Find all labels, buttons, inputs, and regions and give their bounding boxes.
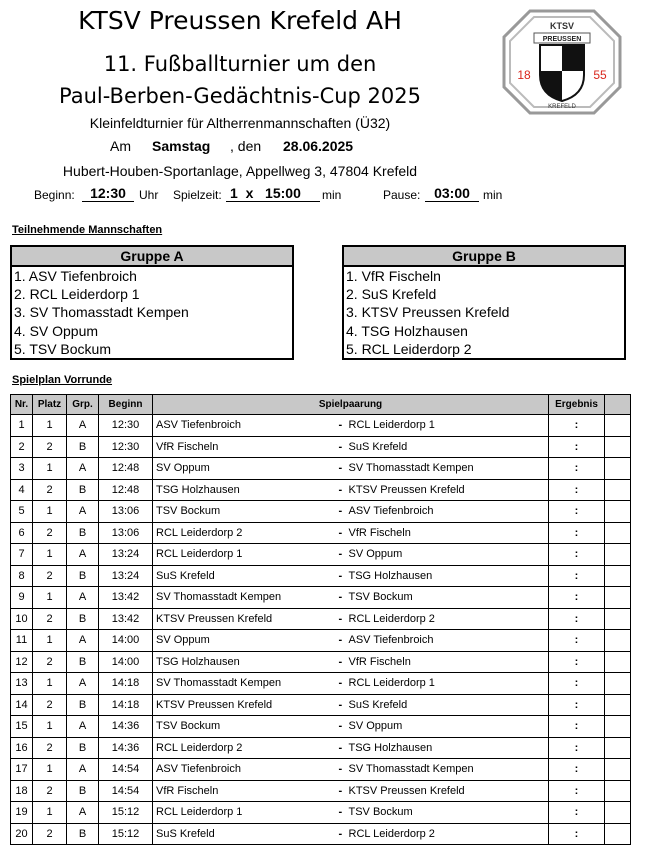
teams-heading: Teilnehmende Mannschaften (12, 224, 163, 236)
cell-away-team (339, 630, 549, 652)
pairing-separator: - (338, 784, 343, 797)
pairing-separator: - (338, 462, 343, 475)
away-team-name: ASV Tiefenbroich (348, 634, 434, 647)
cell-beginn: 14:00 (99, 630, 153, 652)
cell-nr: 19 (11, 802, 33, 824)
cell-result: : (549, 673, 605, 695)
cell-result: : (549, 737, 605, 759)
cell-home-team: SuS Krefeld (153, 823, 339, 845)
cell-platz: 1 (33, 716, 67, 738)
cell-result: : (549, 587, 605, 609)
cell-grp: A (67, 458, 99, 480)
cell-platz: 2 (33, 608, 67, 630)
cell-home-team: SV Thomasstadt Kempen (153, 587, 339, 609)
table-row (11, 630, 631, 652)
cell-away-team (339, 415, 549, 437)
cell-home-team: RCL Leiderdorp 1 (153, 802, 339, 824)
cell-extra (605, 415, 631, 437)
col-platz: Platz (33, 395, 67, 415)
cell-result: : (549, 608, 605, 630)
cell-home-team: ASV Tiefenbroich (153, 759, 339, 781)
table-row (11, 565, 631, 587)
group-b-team: 5. RCL Leiderdorp 2 (346, 340, 472, 357)
cell-grp: B (67, 651, 99, 673)
playtime-count: 1 (230, 185, 238, 201)
cell-platz: 1 (33, 587, 67, 609)
cell-nr: 1 (11, 415, 33, 437)
cell-platz: 1 (33, 544, 67, 566)
away-team-name: ASV Tiefenbroich (348, 505, 434, 518)
cell-grp: A (67, 587, 99, 609)
cell-result: : (549, 780, 605, 802)
cell-beginn: 14:36 (99, 737, 153, 759)
cell-grp: B (67, 780, 99, 802)
pairing-separator: - (338, 612, 343, 625)
cell-extra (605, 759, 631, 781)
cell-grp: B (67, 608, 99, 630)
cell-nr: 15 (11, 716, 33, 738)
table-row (11, 544, 631, 566)
cell-beginn: 13:24 (99, 544, 153, 566)
pairing-separator: - (338, 763, 343, 776)
cell-home-team: TSG Holzhausen (153, 479, 339, 501)
col-grp: Grp. (67, 395, 99, 415)
cell-home-team: SV Oppum (153, 458, 339, 480)
cell-grp: B (67, 479, 99, 501)
pairing-separator: - (338, 698, 343, 711)
cell-away-team (339, 436, 549, 458)
cell-extra (605, 565, 631, 587)
cell-grp: A (67, 759, 99, 781)
cell-extra (605, 716, 631, 738)
playtime-label: Spielzeit: (173, 188, 222, 202)
cell-grp: B (67, 823, 99, 845)
cell-extra (605, 737, 631, 759)
cell-platz: 2 (33, 522, 67, 544)
cell-extra (605, 544, 631, 566)
cell-home-team: VfR Fischeln (153, 780, 339, 802)
cell-nr: 9 (11, 587, 33, 609)
cell-result: : (549, 823, 605, 845)
club-title: KTSV Preussen Krefeld AH (78, 6, 402, 35)
cell-nr: 13 (11, 673, 33, 695)
away-team-name: KTSV Preussen Krefeld (348, 784, 465, 797)
away-team-name: SV Oppum (348, 720, 403, 733)
cell-home-team: SV Thomasstadt Kempen (153, 673, 339, 695)
table-row (11, 501, 631, 523)
cell-nr: 17 (11, 759, 33, 781)
group-a-team: 1. ASV Tiefenbroich (14, 268, 137, 284)
cell-extra (605, 823, 631, 845)
cell-platz: 2 (33, 694, 67, 716)
cell-nr: 16 (11, 737, 33, 759)
cell-beginn: 13:24 (99, 565, 153, 587)
cell-result: : (549, 479, 605, 501)
cell-extra (605, 501, 631, 523)
pairing-separator: - (338, 526, 343, 539)
cell-away-team (339, 587, 549, 609)
group-a-title: Gruppe A (12, 247, 292, 267)
club-logo (502, 9, 622, 115)
pairing-separator: - (338, 419, 343, 432)
cell-nr: 20 (11, 823, 33, 845)
cell-away-team (339, 522, 549, 544)
group-a-team: 3. SV Thomasstadt Kempen (14, 304, 189, 321)
cell-nr: 7 (11, 544, 33, 566)
cell-nr: 11 (11, 630, 33, 652)
cell-beginn: 13:06 (99, 501, 153, 523)
pairing-separator: - (338, 720, 343, 733)
cell-result: : (549, 436, 605, 458)
begin-time-value: 12:30 (82, 185, 134, 202)
table-row (11, 737, 631, 759)
cell-away-team (339, 544, 549, 566)
away-team-name: KTSV Preussen Krefeld (348, 483, 465, 496)
cell-home-team: KTSV Preussen Krefeld (153, 694, 339, 716)
cell-beginn: 13:42 (99, 608, 153, 630)
cell-beginn: 12:30 (99, 415, 153, 437)
cell-home-team: ASV Tiefenbroich (153, 415, 339, 437)
cell-extra (605, 673, 631, 695)
table-row (11, 759, 631, 781)
begin-label: Beginn: (34, 188, 75, 202)
away-team-name: SV Thomasstadt Kempen (348, 462, 474, 475)
cup-title: Paul-Berben-Gedächtnis-Cup 2025 (59, 84, 421, 108)
table-row (11, 415, 631, 437)
cell-extra (605, 630, 631, 652)
pairing-separator: - (338, 591, 343, 604)
table-row (11, 823, 631, 845)
cell-nr: 3 (11, 458, 33, 480)
cell-result: : (549, 415, 605, 437)
cell-extra (605, 436, 631, 458)
cell-beginn: 13:06 (99, 522, 153, 544)
cell-extra (605, 479, 631, 501)
group-b-box (342, 245, 626, 360)
cell-away-team (339, 716, 549, 738)
group-b-team: 3. KTSV Preussen Krefeld (346, 304, 510, 321)
tournament-subtitle: Kleinfeldturnier für Altherrenmannschaften (Ü32) (89, 115, 391, 131)
cell-beginn: 14:54 (99, 759, 153, 781)
pause-value: 03:00 (425, 185, 479, 202)
tournament-title: 11. Fußballturnier um den (103, 52, 377, 76)
cell-home-team: SuS Krefeld (153, 565, 339, 587)
cell-home-team: RCL Leiderdorp 1 (153, 544, 339, 566)
cell-beginn: 15:12 (99, 823, 153, 845)
group-b-team: 2. SuS Krefeld (346, 286, 437, 303)
cell-beginn: 15:12 (99, 802, 153, 824)
table-row (11, 587, 631, 609)
away-team-name: TSV Bockum (348, 591, 413, 604)
cell-nr: 14 (11, 694, 33, 716)
col-extra (605, 395, 631, 415)
away-team-name: RCL Leiderdorp 1 (348, 677, 435, 690)
away-team-name: SV Oppum (348, 548, 403, 561)
cell-beginn: 13:42 (99, 587, 153, 609)
cell-nr: 12 (11, 651, 33, 673)
away-team-name: TSV Bockum (348, 806, 413, 819)
pairing-separator: - (338, 440, 343, 453)
cell-nr: 18 (11, 780, 33, 802)
cell-away-team (339, 479, 549, 501)
cell-grp: A (67, 544, 99, 566)
cell-away-team (339, 759, 549, 781)
cell-home-team: RCL Leiderdorp 2 (153, 522, 339, 544)
away-team-name: RCL Leiderdorp 1 (348, 419, 435, 432)
cell-grp: B (67, 737, 99, 759)
date-value: 28.06.2025 (283, 138, 354, 154)
cell-away-team (339, 608, 549, 630)
cell-away-team (339, 694, 549, 716)
cell-nr: 4 (11, 479, 33, 501)
min-label: min (322, 188, 342, 202)
cell-extra (605, 458, 631, 480)
logo-bottom-text: KREFELD (548, 104, 576, 110)
table-row (11, 522, 631, 544)
cell-extra (605, 802, 631, 824)
cell-platz: 1 (33, 759, 67, 781)
cell-extra (605, 608, 631, 630)
cell-result: : (549, 565, 605, 587)
schedule-heading: Spielplan Vorrunde (12, 374, 113, 386)
cell-beginn: 14:36 (99, 716, 153, 738)
cell-platz: 1 (33, 802, 67, 824)
group-b-title: Gruppe B (344, 247, 624, 267)
pairing-separator: - (338, 806, 343, 819)
cell-away-team (339, 823, 549, 845)
cell-away-team (339, 458, 549, 480)
weekday-value: Samstag (152, 138, 211, 154)
pairing-separator: - (338, 677, 343, 690)
table-row (11, 651, 631, 673)
cell-nr: 5 (11, 501, 33, 523)
cell-grp: B (67, 436, 99, 458)
cell-grp: A (67, 802, 99, 824)
cell-beginn: 14:00 (99, 651, 153, 673)
group-b-team: 4. TSG Holzhausen (346, 322, 468, 339)
cell-platz: 2 (33, 565, 67, 587)
am-label: Am (110, 138, 131, 154)
cell-result: : (549, 458, 605, 480)
min-label-2: min (483, 188, 503, 202)
table-row (11, 436, 631, 458)
pairing-separator: - (338, 569, 343, 582)
table-row (11, 608, 631, 630)
pairing-separator: - (338, 827, 343, 840)
away-team-name: SuS Krefeld (348, 698, 408, 711)
cell-home-team: VfR Fischeln (153, 436, 339, 458)
cell-platz: 1 (33, 458, 67, 480)
group-a-team: 2. RCL Leiderdorp 1 (14, 286, 140, 303)
cell-extra (605, 651, 631, 673)
cell-beginn: 12:30 (99, 436, 153, 458)
pairing-separator: - (338, 505, 343, 518)
playtime-x: x (245, 185, 254, 201)
cell-platz: 1 (33, 673, 67, 695)
group-a-team: 5. TSV Bockum (14, 340, 112, 357)
cell-grp: A (67, 501, 99, 523)
cell-extra (605, 587, 631, 609)
playtime-minutes: 15:00 (265, 185, 301, 201)
cell-platz: 2 (33, 651, 67, 673)
table-row (11, 458, 631, 480)
logo-top-text: KTSV (549, 21, 575, 31)
cell-away-team (339, 565, 549, 587)
cell-platz: 1 (33, 501, 67, 523)
schedule-table (10, 394, 631, 845)
table-row (11, 673, 631, 695)
cell-grp: A (67, 716, 99, 738)
col-nr: Nr. (11, 395, 33, 415)
cell-grp: B (67, 694, 99, 716)
cell-away-team (339, 673, 549, 695)
cell-grp: A (67, 415, 99, 437)
cell-home-team: SV Oppum (153, 630, 339, 652)
cell-grp: B (67, 522, 99, 544)
cell-extra (605, 694, 631, 716)
cell-home-team: TSV Bockum (153, 716, 339, 738)
table-row (11, 802, 631, 824)
cell-home-team: TSV Bockum (153, 501, 339, 523)
cell-away-team (339, 501, 549, 523)
cell-platz: 2 (33, 479, 67, 501)
cell-nr: 8 (11, 565, 33, 587)
cell-grp: A (67, 630, 99, 652)
cell-result: : (549, 694, 605, 716)
pairing-separator: - (338, 655, 343, 668)
table-row (11, 479, 631, 501)
cell-extra (605, 780, 631, 802)
cell-platz: 2 (33, 737, 67, 759)
cell-result: : (549, 716, 605, 738)
table-row (11, 694, 631, 716)
logo-year-right: 55 (593, 68, 607, 82)
cell-result: : (549, 522, 605, 544)
cell-extra (605, 522, 631, 544)
cell-platz: 1 (33, 630, 67, 652)
away-team-name: VfR Fischeln (348, 655, 411, 668)
cell-away-team (339, 737, 549, 759)
cell-beginn: 12:48 (99, 458, 153, 480)
cell-result: : (549, 544, 605, 566)
cell-result: : (549, 759, 605, 781)
table-row (11, 780, 631, 802)
pause-label: Pause: (383, 188, 421, 202)
cell-nr: 10 (11, 608, 33, 630)
cell-grp: B (67, 565, 99, 587)
away-team-name: TSG Holzhausen (348, 569, 433, 582)
group-b-team: 1. VfR Fischeln (346, 268, 441, 284)
den-label: , den (230, 138, 262, 154)
away-team-name: RCL Leiderdorp 2 (348, 612, 435, 625)
cell-nr: 2 (11, 436, 33, 458)
away-team-name: RCL Leiderdorp 2 (348, 827, 435, 840)
table-row (11, 716, 631, 738)
away-team-name: SuS Krefeld (348, 440, 408, 453)
schedule-header-row (11, 395, 631, 415)
cell-platz: 2 (33, 436, 67, 458)
pairing-separator: - (338, 741, 343, 754)
logo-year-left: 18 (517, 68, 531, 82)
cell-result: : (549, 802, 605, 824)
cell-platz: 1 (33, 415, 67, 437)
cell-nr: 6 (11, 522, 33, 544)
cell-platz: 2 (33, 780, 67, 802)
pairing-separator: - (338, 548, 343, 561)
cell-result: : (549, 651, 605, 673)
away-team-name: SV Thomasstadt Kempen (348, 763, 474, 776)
cell-home-team: RCL Leiderdorp 2 (153, 737, 339, 759)
away-team-name: VfR Fischeln (348, 526, 411, 539)
venue-text: Hubert-Houben-Sportanlage, Appellweg 3, 47804 Krefeld (62, 163, 418, 179)
group-a-team: 4. SV Oppum (14, 322, 99, 339)
cell-grp: A (67, 673, 99, 695)
cell-beginn: 14:54 (99, 780, 153, 802)
col-beginn: Beginn (99, 395, 153, 415)
cell-home-team: TSG Holzhausen (153, 651, 339, 673)
uhr-label: Uhr (139, 188, 159, 202)
cell-away-team (339, 802, 549, 824)
cell-platz: 2 (33, 823, 67, 845)
cell-away-team (339, 780, 549, 802)
pairing-separator: - (338, 483, 343, 496)
col-ergebnis: Ergebnis (549, 395, 605, 415)
cell-beginn: 14:18 (99, 694, 153, 716)
cell-beginn: 12:48 (99, 479, 153, 501)
cell-home-team: KTSV Preussen Krefeld (153, 608, 339, 630)
group-a-box (10, 245, 294, 360)
away-team-name: TSG Holzhausen (348, 741, 433, 754)
cell-beginn: 14:18 (99, 673, 153, 695)
cell-away-team (339, 651, 549, 673)
cell-result: : (549, 630, 605, 652)
col-spielpaarung: Spielpaarung (153, 395, 549, 415)
cell-result: : (549, 501, 605, 523)
pairing-separator: - (338, 634, 343, 647)
logo-band-text: PREUSSEN (542, 36, 582, 43)
